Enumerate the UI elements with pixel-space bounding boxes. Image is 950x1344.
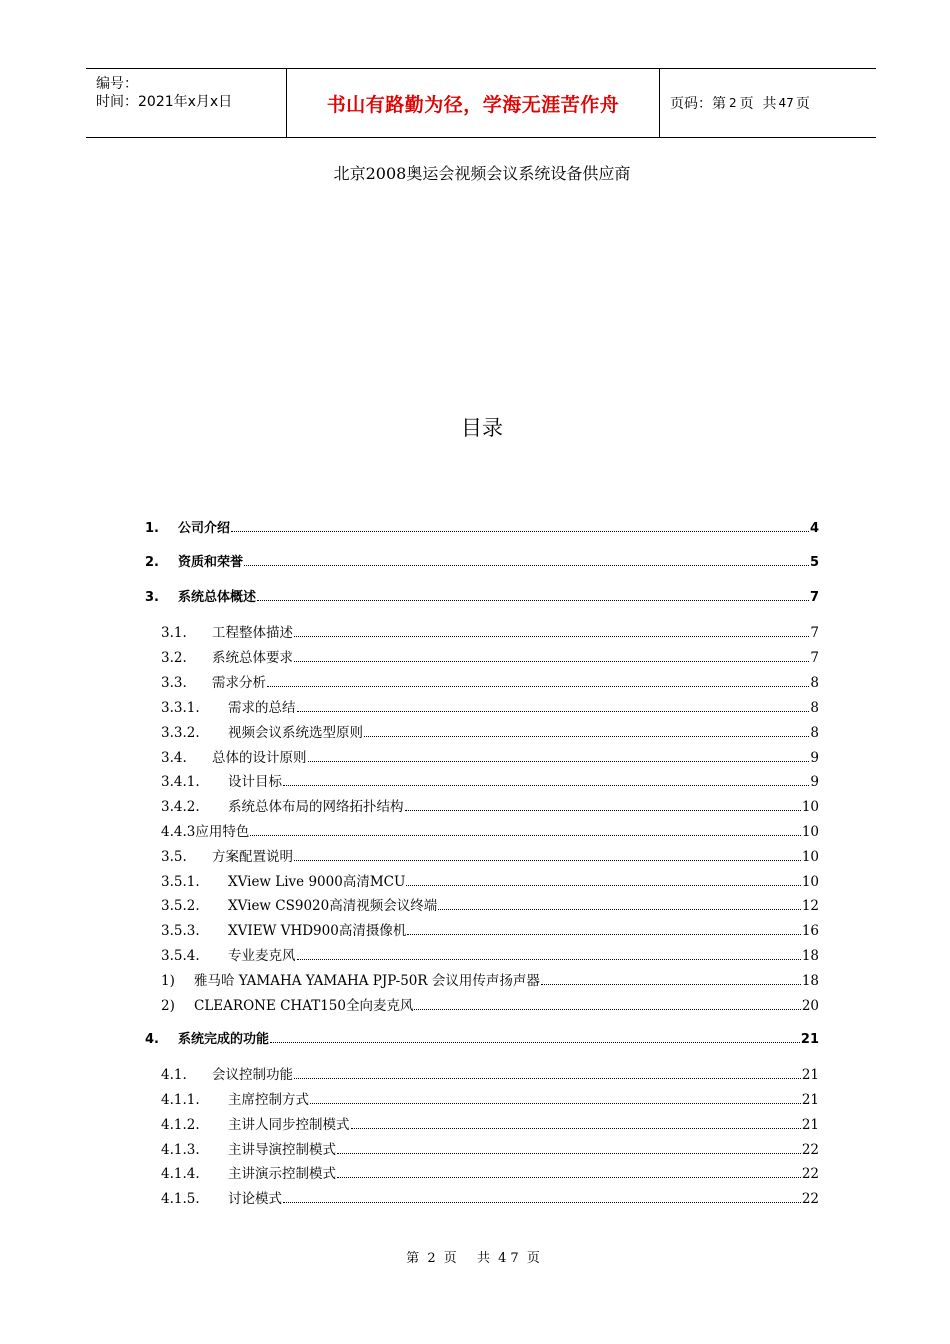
toc-dot-leader: [283, 1201, 801, 1203]
toc-dot-leader: [231, 530, 809, 532]
toc-dot-leader: [257, 599, 809, 601]
toc-dot-leader: [407, 933, 800, 935]
toc-entry-title: 方案配置说明: [212, 849, 293, 865]
toc-entry-title: 雅马哈 YAMAHA YAMAHA PJP-50R 会议用传声扬声器: [194, 973, 540, 989]
toc-entry-number: 4.1.3.: [161, 1142, 200, 1158]
toc-dot-leader: [438, 908, 801, 910]
toc-entry[interactable]: [161, 969, 819, 989]
toc-dot-leader: [294, 635, 809, 637]
page-current: 2: [729, 96, 737, 110]
toc-entry-number: 4.1.2.: [161, 1117, 200, 1133]
toc-entry-title: 主讲人同步控制模式: [228, 1117, 350, 1133]
toc-entry-page: 16: [801, 923, 819, 939]
toc-entry-title: 系统总体概述: [178, 590, 257, 605]
toc-entry-title: 会议控制功能: [212, 1067, 293, 1083]
toc-entry[interactable]: [161, 795, 819, 815]
toc-entry-page: 4: [809, 521, 819, 536]
toc-entry-page: 7: [810, 625, 819, 641]
toc-dot-leader: [297, 958, 801, 960]
toc-entry-title: XVIEW VHD900高清摄像机: [228, 923, 407, 939]
toc-entry-title: 工程整体描述: [212, 625, 293, 641]
toc-entry-title: 讨论模式: [228, 1191, 282, 1207]
toc-entry-page: 18: [801, 973, 819, 989]
toc-entry[interactable]: [161, 820, 819, 840]
toc-entry[interactable]: [161, 1088, 819, 1108]
toc-entry-number: 3.2.: [161, 650, 187, 666]
toc-entry-title: CLEARONE CHAT150全向麦克风: [194, 998, 414, 1014]
toc-entry-page: 10: [801, 849, 819, 865]
toc-entry-title: XView Live 9000高清MCU: [228, 874, 406, 890]
toc-entry-number: 4.1.4.: [161, 1166, 200, 1182]
toc-entry-page: 7: [809, 590, 819, 605]
toc-entry-title: 主讲演示控制模式: [228, 1166, 336, 1182]
toc-entry-page: 8: [810, 725, 819, 741]
footer-prefix: 第: [406, 1251, 424, 1266]
toc-entry[interactable]: [161, 994, 819, 1014]
toc-entry-page: 18: [801, 948, 819, 964]
toc-entry-number: 4.1.1.: [161, 1092, 200, 1108]
toc-entry-number: 3.5.2.: [161, 898, 200, 914]
toc-dot-leader: [414, 1008, 800, 1010]
toc-entry-number: 3.4.2.: [161, 799, 200, 815]
toc-entry-number: 3.5.: [161, 849, 187, 865]
toc-entry-number: 3.5.4.: [161, 948, 200, 964]
toc-entry-title: 视频会议系统选型原则: [228, 725, 363, 741]
toc-entry-title: 需求的总结: [228, 700, 296, 716]
toc-entry-title: 设计目标: [228, 774, 282, 790]
toc-entry[interactable]: [161, 894, 819, 914]
toc-entry[interactable]: [161, 1063, 819, 1083]
toc-dot-leader: [337, 1152, 801, 1154]
toc-entry-title: 总体的设计原则: [212, 750, 307, 766]
page-suffix: 页: [795, 96, 810, 112]
toc-entry-number: 3.3.1.: [161, 700, 200, 716]
toc-entry-title: 4.4.3应用特色: [161, 824, 250, 840]
toc-entry-page: 8: [810, 675, 819, 691]
toc-entry-page: 10: [801, 799, 819, 815]
toc-entry-number: 4.1.: [161, 1067, 187, 1083]
toc-entry[interactable]: [161, 1138, 819, 1158]
toc-entry-number: 1): [161, 973, 175, 989]
toc-entry-number: 4.1.5.: [161, 1191, 200, 1207]
toc-entry[interactable]: [161, 671, 819, 691]
toc-entry-page: 12: [801, 898, 819, 914]
toc-entry[interactable]: [145, 551, 819, 570]
motto-text: 书山有路勤为径，学海无涯苦作舟: [326, 93, 620, 116]
toc-entry-page: 22: [801, 1191, 819, 1207]
toc-entry-title: 系统完成的功能: [178, 1032, 270, 1047]
toc-entry-page: 22: [801, 1166, 819, 1182]
toc-entry-title: 公司介绍: [178, 521, 231, 536]
toc-dot-leader: [294, 1077, 801, 1079]
toc-entry-title: 系统总体布局的网络拓扑结构: [228, 799, 404, 815]
toc-dot-leader: [297, 710, 810, 712]
toc-dot-leader: [351, 1127, 801, 1129]
toc-entry-number: 3.1.: [161, 625, 187, 641]
toc-entry-page: 5: [809, 555, 819, 570]
toc-dot-leader: [244, 564, 809, 566]
toc-entry-page: 21: [801, 1117, 819, 1133]
page-footer: [0, 1247, 950, 1266]
toc-entry[interactable]: [161, 1162, 819, 1182]
footer-total: 47: [498, 1251, 523, 1266]
toc-entry[interactable]: [161, 845, 819, 865]
toc-entry-number: 3.4.1.: [161, 774, 200, 790]
time-label: 时间：2021年x月x日: [96, 94, 233, 110]
serial-label: 编号：: [96, 76, 138, 92]
footer-suffix: 页: [526, 1251, 544, 1266]
toc-entry[interactable]: [161, 746, 819, 766]
toc-dot-leader: [310, 1102, 801, 1104]
toc-entry-page: 10: [801, 824, 819, 840]
toc-dot-leader: [541, 983, 801, 985]
toc-dot-leader: [267, 685, 809, 687]
toc-entry[interactable]: [161, 919, 819, 939]
document-subtitle: 北京2008奥运会视频会议系统设备供应商: [333, 164, 631, 183]
toc-entry-number: 3.3.2.: [161, 725, 200, 741]
toc-entry-page: 21: [800, 1032, 819, 1047]
toc-entry-title: XView CS9020高清视频会议终端: [228, 898, 438, 914]
toc-dot-leader: [406, 884, 800, 886]
toc-entry-page: 10: [801, 874, 819, 890]
toc-entry-page: 21: [801, 1067, 819, 1083]
toc-dot-leader: [337, 1176, 801, 1178]
toc-dot-leader: [364, 735, 809, 737]
toc-dot-leader: [250, 834, 800, 836]
toc-entry[interactable]: [161, 621, 819, 641]
toc-entry-page: 9: [810, 774, 819, 790]
toc-entry-page: 9: [810, 750, 819, 766]
footer-current: 2: [427, 1251, 440, 1266]
toc-entry-number: 4.: [145, 1032, 159, 1047]
toc-entry[interactable]: [161, 1113, 819, 1133]
toc-dot-leader: [270, 1041, 800, 1043]
toc-dot-leader: [308, 760, 810, 762]
toc-entry-title: 主席控制方式: [228, 1092, 309, 1108]
toc-entry[interactable]: [161, 646, 819, 666]
toc-entry-number: 3.5.3.: [161, 923, 200, 939]
page-mid: 页 共: [739, 96, 777, 112]
toc-entry-number: 3.3.: [161, 675, 187, 691]
toc-entry-page: 8: [810, 700, 819, 716]
toc-entry-number: 2.: [145, 555, 159, 570]
toc-title: 目录: [461, 416, 503, 440]
toc-entry[interactable]: [161, 721, 819, 741]
toc-dot-leader: [294, 859, 801, 861]
toc-entry[interactable]: [161, 944, 819, 964]
toc-entry[interactable]: [145, 586, 819, 605]
toc-entry-title: 资质和荣誉: [178, 555, 244, 570]
toc-entry[interactable]: [145, 1028, 819, 1047]
toc-dot-leader: [283, 784, 809, 786]
toc-entry[interactable]: [161, 870, 819, 890]
toc-entry[interactable]: [145, 517, 819, 536]
toc-entry-number: 2): [161, 998, 175, 1014]
toc-entry-title: 专业麦克风: [228, 948, 296, 964]
toc-entry[interactable]: [161, 696, 819, 716]
toc-entry-number: 1.: [145, 521, 159, 536]
footer-mid: 页 共: [443, 1251, 494, 1266]
toc-entry-title: 需求分析: [212, 675, 266, 691]
page-total: 47: [778, 96, 794, 110]
toc-dot-leader: [294, 660, 809, 662]
toc-entry-title: 主讲导演控制模式: [228, 1142, 336, 1158]
toc-entry-page: 21: [801, 1092, 819, 1108]
page-prefix: 页码：第: [670, 96, 726, 112]
toc-entry[interactable]: [161, 770, 819, 790]
toc-entry-page: 20: [801, 998, 819, 1014]
toc-entry-number: 3.4.: [161, 750, 187, 766]
toc-entry-page: 22: [801, 1142, 819, 1158]
toc-entry-number: 3.5.1.: [161, 874, 200, 890]
toc-entry-page: 7: [810, 650, 819, 666]
toc-entry[interactable]: [161, 1187, 819, 1207]
toc-dot-leader: [405, 809, 801, 811]
toc-entry-number: 3.: [145, 590, 159, 605]
toc-entry-title: 系统总体要求: [212, 650, 293, 666]
